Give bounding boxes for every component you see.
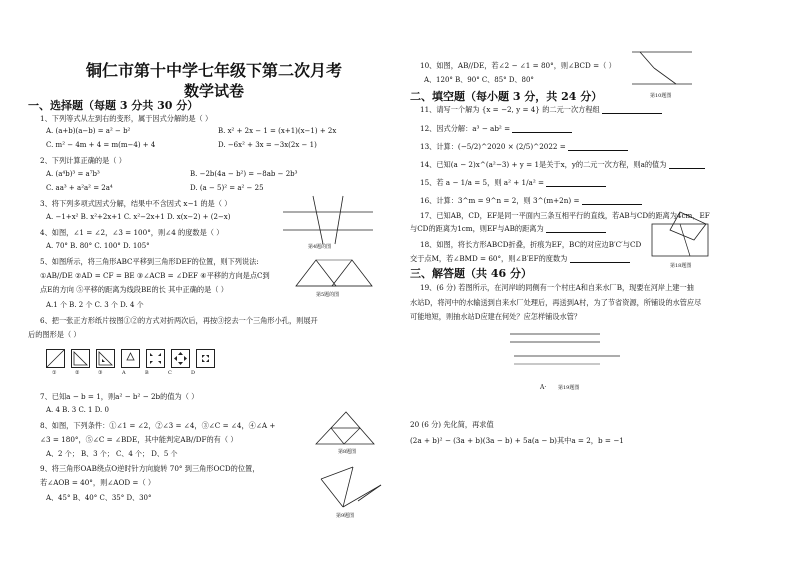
option-c-icon	[171, 349, 190, 368]
question-18-line1: 18、如图，将长方形ABCD折叠，折痕为EF，BC的对应边B′C′与CD	[420, 240, 642, 249]
q6-label-c: C	[168, 370, 172, 376]
q10-options: A、120° B、90° C、85° D、80°	[424, 76, 534, 84]
question-5-line2: ①AB//DE ②AD = CF = BE ③∠ACB = ∠DEF ④平移的方向是点C到	[40, 271, 270, 280]
question-7: 7、已知a − b = 1，则a² − b² − 2b的值为（ ）	[40, 392, 199, 401]
section-fill: 二、填空题（每小题 3 分，共 24 分）	[410, 90, 603, 103]
q4-options: A. 70° B. 80° C. 100° D. 105°	[46, 242, 150, 250]
q5-options: A.1 个 B. 2 个 C. 3 个 D. 4 个	[46, 301, 144, 309]
q15-text: 15、若 a − 1/a = 5，则 a² + 1/a² =	[420, 178, 545, 187]
figure-q4	[283, 196, 373, 246]
figure-q9-caption: 第9题图	[336, 513, 355, 519]
question-1: 1、下列等式从左到右的变形，属于因式分解的是（ ）	[40, 114, 213, 123]
question-19-line3: 可能地短，则抽水站D应建在何处？应怎样铺设水管？	[410, 312, 582, 321]
q8-options: A、2 个； B、3 个； C、4 个； D、5 个	[46, 450, 178, 458]
q6-figures	[46, 349, 215, 368]
q1-option-d: D. −6x² + 3x = −3x(2x − 1)	[218, 141, 317, 149]
fold-step-3-icon	[96, 349, 115, 368]
question-9-line1: 9、将三角形OAB绕点O逆时针方向旋转 70° 到三角形OCD的位置，	[40, 464, 260, 473]
question-9-line2: 若∠AOB = 40°，则∠AOD =（ ）	[40, 478, 156, 487]
figure-q5	[296, 258, 376, 288]
q11-text: 11、请写一个解为 {x = −2, y = 4} 的二元一次方程组	[420, 105, 600, 114]
question-3: 3、将下列多项式因式分解，结果中不含因式 x−1 的是（ ）	[40, 199, 232, 208]
exam-subtitle: 数学试卷	[183, 82, 244, 100]
question-16	[420, 196, 642, 205]
figure-q18-caption: 第18题图	[670, 263, 692, 269]
q14-answer-blank	[669, 161, 705, 169]
question-8-line1: 8、如图，下列条件：①∠1 = ∠2，②∠3 = ∠4，③∠C = ∠4，④∠A +	[40, 421, 276, 430]
figure-q8-caption: 第8题图	[338, 449, 357, 455]
fold-step-1-icon	[46, 349, 65, 368]
fold-step-2-icon	[71, 349, 90, 368]
figure-q19-caption: 第19题图	[558, 385, 580, 391]
question-13	[420, 142, 628, 151]
q1-option-a: A. (a+b)(a−b) = a² − b²	[46, 127, 131, 135]
q18-text: 交于点M，若∠BMD = 60°，则∠B′EF的度数为	[410, 254, 568, 263]
option-d-icon	[196, 349, 215, 368]
q13-text: 13、计算：(−5/2)^2020 × (2/5)^2022 =	[420, 142, 566, 151]
q2-option-b: B. −2b(4a − b²) = −8ab − 2b³	[190, 170, 298, 178]
figure-q19	[510, 330, 620, 380]
exam-title: 铜仁市第十中学七年级下第二次月考	[85, 61, 342, 80]
q16-text: 16、计算：3^m = 9^n = 2，则 3^(m+2n) =	[420, 196, 580, 205]
q11-answer-blank	[602, 106, 662, 114]
figure-q4-caption: 第4题的图	[308, 244, 332, 250]
question-12	[420, 124, 572, 133]
question-17-line2	[410, 224, 606, 233]
q6-label-b: B	[145, 370, 149, 376]
q3-options: A. −1+x² B. x²+2x+1 C. x²−2x+1 D. x(x−2) + (2−x)	[46, 213, 231, 221]
q9-options: A、45° B、40° C、35° D、30°	[46, 494, 152, 502]
option-b-icon	[146, 349, 165, 368]
q2-option-c: C. aa³ + a²a² = 2a⁴	[46, 184, 113, 192]
q1-option-b: B. x² + 2x − 1 = (x+1)(x−1) + 2x	[218, 127, 337, 135]
question-8-line2: ∠3 = 180°，⑤∠C = ∠BDE，其中能判定AB//DF的有（ ）	[40, 435, 238, 444]
q7-options: A. 4 B. 3 C. 1 D. 0	[46, 406, 109, 414]
question-4: 4、如图，∠1 = ∠2，∠3 = 100°，则∠4 的度数是（ ）	[40, 228, 224, 237]
q14-text: 14、已知(a − 2)x^(a²−3) + y = 1是关于x，y的二元一次方程，则a的值为	[420, 160, 667, 169]
q6-label-3: ③	[98, 370, 103, 376]
question-5-line1: 5、如图所示，将三角形ABC平移到三角形DEF的位置，则下列说法:	[40, 257, 259, 266]
question-20-expression: (2a + b)² − (3a + b)(3a − b) + 5a(a − b)其中a = 2，b = −1	[410, 436, 624, 445]
q13-answer-blank	[568, 143, 628, 151]
figure-q9	[313, 465, 383, 510]
figure-q19-label-a: A·	[540, 384, 547, 391]
question-15	[420, 178, 606, 187]
q15-answer-blank	[546, 179, 606, 187]
q2-option-a: A. (a⁴b)³ = a⁷b³	[46, 170, 100, 178]
figure-q8	[316, 410, 376, 446]
q2-option-d: D. (a − 5)² = a² − 25	[190, 184, 264, 192]
q12-answer-blank	[512, 125, 572, 133]
question-14	[420, 160, 705, 169]
q18-answer-blank	[570, 255, 630, 263]
question-10: 10、如图，AB//DE，若∠2 − ∠1 = 80°，则∠BCD =（ ）	[420, 61, 616, 70]
figure-q10-caption: 第10题图	[650, 93, 672, 99]
figure-q5-caption: 第5题的图	[316, 292, 340, 298]
question-6-line1: 6、把一张正方形纸片按图①②的方式对折两次后，再按③挖去一个三角形小孔，则展开	[40, 316, 318, 325]
section-answer: 三、解答题（共 46 分）	[410, 267, 532, 280]
section-choice: 一、选择题（每题 3 分共 30 分）	[28, 99, 199, 112]
question-6-line2: 后的图形是（ ）	[28, 330, 81, 339]
q1-option-c: C. m² − 4m + 4 = m(m−4) + 4	[46, 141, 156, 149]
q17-text: 与CD的距离为1cm，则EF与AB的距离为	[410, 224, 544, 233]
q17-answer-blank	[546, 225, 606, 233]
question-18-line2	[410, 254, 630, 263]
q6-label-2: ②	[75, 370, 80, 376]
q6-label-a: A	[122, 370, 126, 376]
q12-text: 12、因式分解：a³ − ab² =	[420, 124, 511, 133]
question-19-line1: 19、(6 分) 若图所示，在河岸l的同侧有一个村庄A和自来水厂B，现要在河岸上建一抽	[420, 283, 694, 292]
figure-q18	[650, 210, 710, 258]
q6-label-1: ①	[52, 370, 57, 376]
question-20: 20 (6 分) 先化简，再求值	[410, 420, 494, 429]
q16-answer-blank	[582, 197, 642, 205]
question-5-line3: 点E的方向 ⑤平移的距离为线段BE的长 其中正确的是（ ）	[40, 285, 228, 294]
question-11	[420, 105, 662, 114]
q6-label-d: D	[191, 370, 196, 376]
question-2: 2、下列计算正确的是（ ）	[40, 156, 126, 165]
question-19-line2: 水站D，将河中的水输送到自来水厂处理后，再送到A村，为了节省资源，所铺设的水管应尽	[410, 298, 702, 307]
option-a-icon	[121, 349, 140, 368]
figure-q10	[632, 48, 692, 88]
question-17-line1: 17、已知AB，CD，EF是同一平面内三条互相平行的直线，若AB与CD的距离为4cm，EF	[420, 211, 710, 220]
